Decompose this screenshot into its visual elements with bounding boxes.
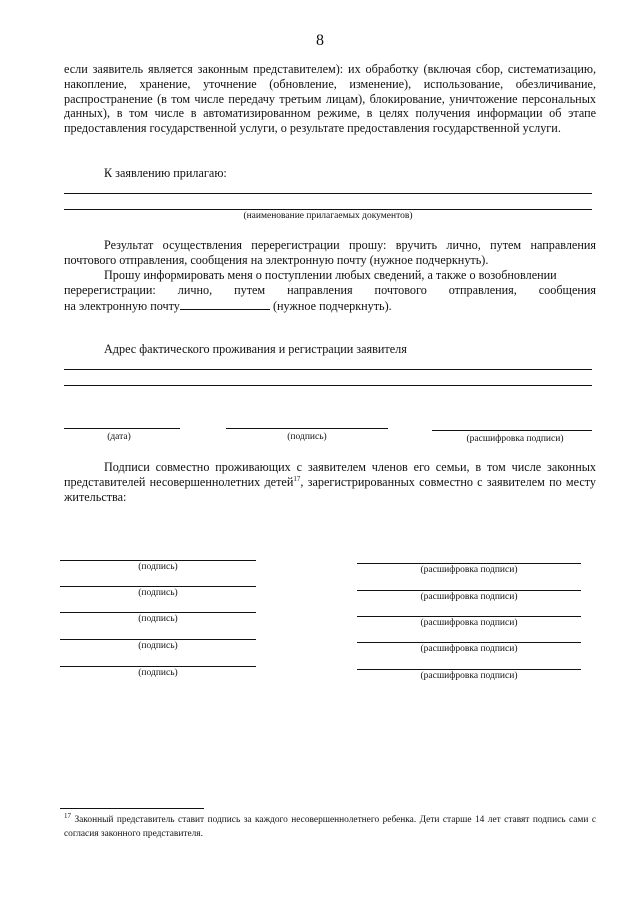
family-signature-caption: (подпись) <box>138 562 178 572</box>
attachments-label: К заявлению прилагаю: <box>104 166 227 180</box>
family-signature-row-2-left <box>60 586 256 598</box>
attachments-caption: (наименование прилагаемых документов) <box>243 211 413 221</box>
address-label: Адрес фактического проживания и регистрации заявителя <box>104 342 407 356</box>
decode-line <box>432 430 592 431</box>
email-blank[interactable] <box>180 298 270 310</box>
family-signature-caption: (подпись) <box>138 668 178 678</box>
address-line-2 <box>64 385 592 386</box>
family-signature-row-3-left <box>60 612 256 624</box>
inform-paragraph-line-3 <box>64 298 596 314</box>
attachments-line-2 <box>64 209 592 210</box>
footnote-text: Законный представитель ставит подпись за каждого несовершеннолетнего ребенка. Дети старше 14 лет ставят подпись сами с согласия законного представителя. <box>64 815 596 839</box>
decode-caption: (расшифровка подписи) <box>466 434 564 444</box>
family-decode-caption: (расшифровка подписи) <box>420 618 518 628</box>
family-signature-row-4-right <box>357 642 581 654</box>
family-signature-row-5-right <box>357 669 581 681</box>
result-paragraph: Результат осуществления перерегистрации прошу: вручить лично, путем направления почтового отправления, сообщения на электронную почту (нужное подчеркнуть). <box>64 238 596 267</box>
family-signature-caption: (подпись) <box>138 641 178 651</box>
family-decode-caption: (расшифровка подписи) <box>420 644 518 654</box>
inform-choose-note: (нужное подчеркнуть). <box>272 299 392 313</box>
attachments-line-1 <box>64 193 592 194</box>
address-line-1 <box>64 369 592 370</box>
signature-caption: (подпись) <box>287 432 327 442</box>
family-signature-row-2-right <box>357 590 581 602</box>
family-signature-caption: (подпись) <box>138 588 178 598</box>
family-signature-caption: (подпись) <box>138 614 178 624</box>
family-decode-caption: (расшифровка подписи) <box>420 565 518 575</box>
family-signature-row-4-left <box>60 639 256 651</box>
family-signature-row-3-right <box>357 616 581 628</box>
family-text-end: , зарегистрированных совместно с заявителем по месту жительства: <box>64 474 596 504</box>
family-decode-caption: (расшифровка подписи) <box>420 671 518 681</box>
footnote-number: 17 <box>64 811 71 820</box>
family-signature-row-1-left <box>60 560 256 572</box>
family-signature-row-1-right <box>357 563 581 575</box>
inform-paragraph-line-2: перерегистрации: лично, путем направления почтового отправления, сообщения <box>64 283 596 297</box>
page-number: 8 <box>316 32 324 49</box>
date-line <box>64 428 180 429</box>
inform-paragraph-line-1: Прошу информировать меня о поступлении любых сведений, а также о возобновлении <box>104 268 557 282</box>
inform-email-text: на электронную почту <box>64 299 180 313</box>
consent-paragraph: если заявитель является законным представителем): их обработку (включая сбор, систематизацию, накопление, хранение, уточнение (обновление, изменение), использование, обезличивание, распространение (в том числе передачу третьим лицам), блокирование, уничтожение персональных данных), в том числе в автоматизированном режиме, в целях получения информации об этапе предоставления государственной услуги, о результате предоставления государственной услуги. <box>64 62 596 136</box>
date-caption: (дата) <box>107 432 131 442</box>
signature-line <box>226 428 388 429</box>
footnote-reference: 17 <box>293 474 301 483</box>
family-text: Подписи совместно проживающих с заявителем членов его семьи, в том числе законных представителей несовершеннолетних детей <box>64 460 596 489</box>
family-signature-row-5-left <box>60 666 256 678</box>
footnote-separator <box>60 808 204 809</box>
family-signatures-paragraph <box>64 460 596 504</box>
footnote <box>64 811 596 841</box>
family-decode-caption: (расшифровка подписи) <box>420 592 518 602</box>
